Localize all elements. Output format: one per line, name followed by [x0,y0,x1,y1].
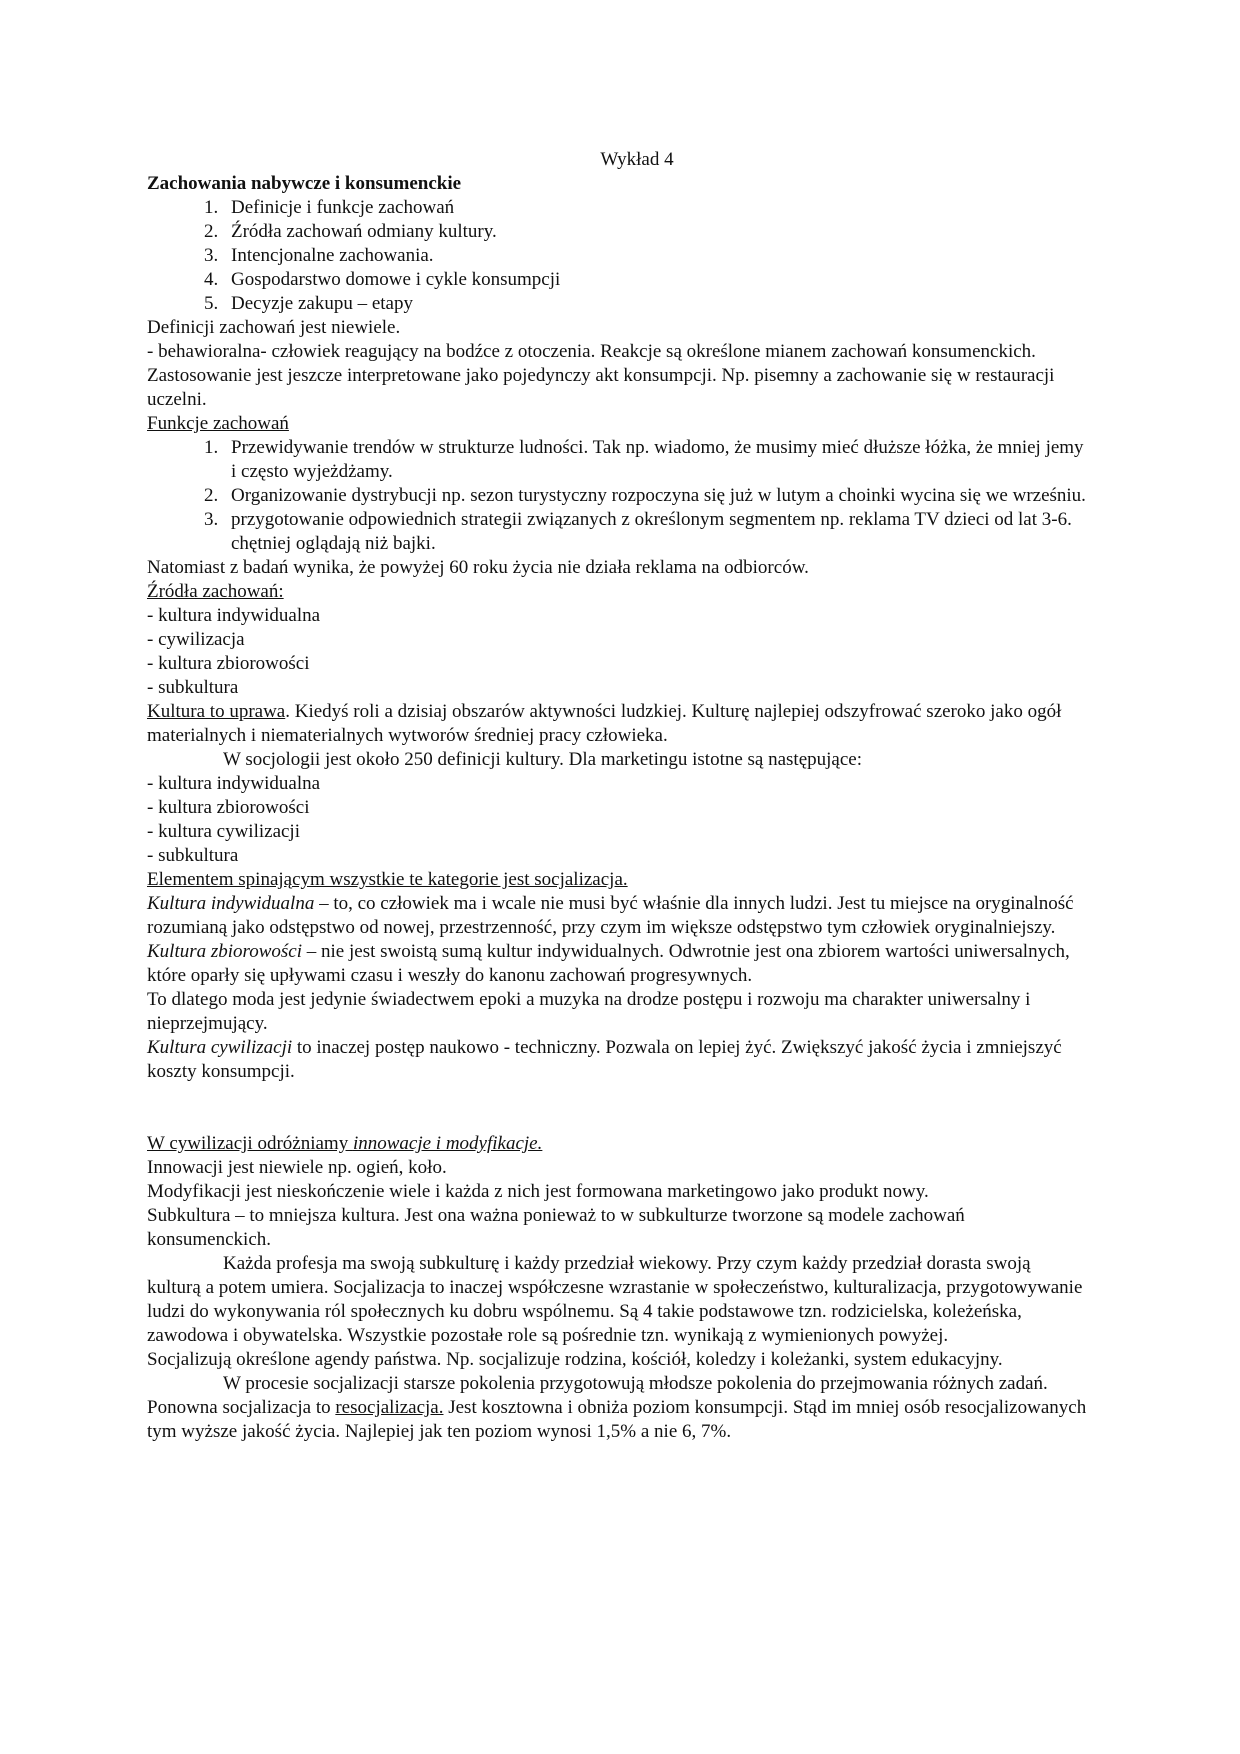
list-item: 3. przygotowanie odpowiednich strategii związanych z określonym segmentem np. reklama TV dzieci od lat 3-6. chętniej oglądają niż bajki. [223,508,1087,556]
paragraph-text: – nie jest swoistą sumą kultur indywidualnych. Odwrotnie jest ona zbiorem wartości uniwersalnych, które oparły się upływami czasu i weszły do kanonu zachowań progresywnych. [147,941,1070,986]
list-item: 2. Organizowanie dystrybucji np. sezon turystyczny rozpoczyna się już w lutym a choinki wycina się we wrześniu. [223,484,1087,508]
subheading-text: Źródła zachowań: [147,581,284,602]
list-item: 2. Źródła zachowań odmiany kultury. [223,220,1087,244]
paragraph: Zastosowanie jest jeszcze interpretowane jako pojedynczy akt konsumpcji. Np. pisemny a zachowanie się w restauracji uczelni. [147,365,1055,410]
paragraph: Socjalizują określone agendy państwa. Np. socjalizuje rodzina, kościół, koledzy i koleżanki, system edukacyjny. [147,1349,1003,1370]
list-item: - subkultura [147,845,239,866]
paragraph: Każda profesja ma swoją subkulturę i każdy przedział wiekowy. Przy czym każdy przedział dorasta swoją kulturą a potem umiera. Socjalizacja to inaczej współczesne wzrastanie w społeczeństwo, kulturalizacja, przygotowywanie ludzi do wykonywania ról społecznych ku dobru wspólnemu. Są 4 takie podstawowe tzn. rodzicielska, koleżeńska, zawodowa i obywatelska. Wszystkie pozostałe role są pośrednie tzn. wynikają z wymienionych powyżej. [147,1253,1083,1346]
paragraph: Innowacji jest niewiele np. ogień, koło. [147,1157,447,1178]
blank-space [147,1084,1087,1132]
section-heading: Zachowania nabywcze i konsumenckie [147,173,462,194]
paragraph: Modyfikacji jest nieskończenie wiele i każda z nich jest formowana marketingowo jako produkt nowy. [147,1181,929,1202]
list-item: - kultura indywidualna [147,773,321,794]
underlined-italic-text: innowacje i modyfikacje. [352,1133,543,1154]
paragraph-text: Jest kosztowna i obniża poziom konsumpcji. Stąd im mniej osób resocjalizowanych tym wyższe jakość życia. Najlepiej jak ten poziom wynosi 1,5% a nie 6, 7%. [147,1397,1087,1442]
paragraph [147,868,1087,892]
subheading-funkcje [147,412,1087,436]
list-item: - kultura zbiorowości [147,797,310,818]
paragraph-text: . Kiedyś roli a dzisiaj obszarów aktywności ludzkiej. Kulturę najlepiej odszyfrować szeroko jako ogół materialnych i niematerialnych wytworów średniej pracy człowieka. [147,701,1062,746]
paragraph [147,1372,1087,1444]
underlined-sentence: Elementem spinającym wszystkie te kategorie jest socjalizacja. [147,869,628,890]
document-body [147,148,1087,1444]
subheading-zrodla [147,580,1087,604]
italic-term: Kultura zbiorowości [147,941,303,962]
underlined-term: Kultura to uprawa [147,701,286,722]
paragraph: Definicji zachowań jest niewiele. [147,317,401,338]
paragraph-text: W procesie socjalizacji starsze pokolenia przygotowują młodsze pokolenia do przejmowania różnych zadań. Ponowna socjalizacja to [147,1373,1048,1418]
list-item: - subkultura [147,677,239,698]
paragraph: To dlatego moda jest jedynie świadectwem epoki a muzyka na drodze postępu i rozwoju ma charakter uniwersalny i nieprzejmujący. [147,989,1031,1034]
paragraph-text: to inaczej postęp naukowo - techniczny. Pozwala on lepiej żyć. Zwiększyć jakość życia i zmniejszyć koszty konsumpcji. [147,1037,1062,1082]
paragraph: Subkultura – to mniejsza kultura. Jest ona ważna ponieważ to w subkulturze tworzone są modele zachowań konsumenckich. [147,1205,965,1250]
subheading-text: Funkcje zachowań [147,413,289,434]
list-item: 1. Definicje i funkcje zachowań [223,196,1087,220]
paragraph: W socjologii jest około 250 definicji kultury. Dla marketingu istotne są następujące: [223,749,863,770]
underlined-text: W cywilizacji odróżniamy [147,1133,353,1154]
paragraph [147,1036,1087,1084]
paragraph: Natomiast z badań wynika, że powyżej 60 roku życia nie działa reklama na odbiorców. [147,557,809,578]
list-item: 4. Gospodarstwo domowe i cykle konsumpcji [223,268,1087,292]
list-item: 1. Przewidywanie trendów w strukturze ludności. Tak np. wiadomo, że musimy mieć dłuższe łóżka, że mniej jemy i często wyjeżdżamy. [223,436,1087,484]
topics-list [147,196,1087,316]
list-item: - kultura cywilizacji [147,821,300,842]
list-item: 3. Intencjonalne zachowania. [223,244,1087,268]
italic-term: Kultura cywilizacji [147,1037,293,1058]
paragraph [147,700,1087,748]
list-item: - kultura zbiorowości [147,653,310,674]
italic-term: Kultura indywidualna [147,893,315,914]
underlined-term: resocjalizacja. [335,1397,444,1418]
page-title: Wykład 4 [600,149,674,170]
paragraph [147,940,1087,988]
paragraph-text: – to, co człowiek ma i wcale nie musi być właśnie dla innych ludzi. Jest tu miejsce na oryginalność rozumianą jako odstępstwo od nowej, przestrzenność, przy czym im większe odstępstwo tym człowiek oryginalniejszy. [147,893,1074,938]
list-item: - kultura indywidualna [147,605,321,626]
paragraph [147,892,1087,940]
paragraph [147,1132,1087,1156]
functions-list [147,436,1087,556]
list-item: 5. Decyzje zakupu – etapy [223,292,1087,316]
paragraph: - behawioralna- człowiek reagujący na bodźce z otoczenia. Reakcje są określone mianem zachowań konsumenckich. [147,341,1036,362]
list-item: - cywilizacja [147,629,245,650]
